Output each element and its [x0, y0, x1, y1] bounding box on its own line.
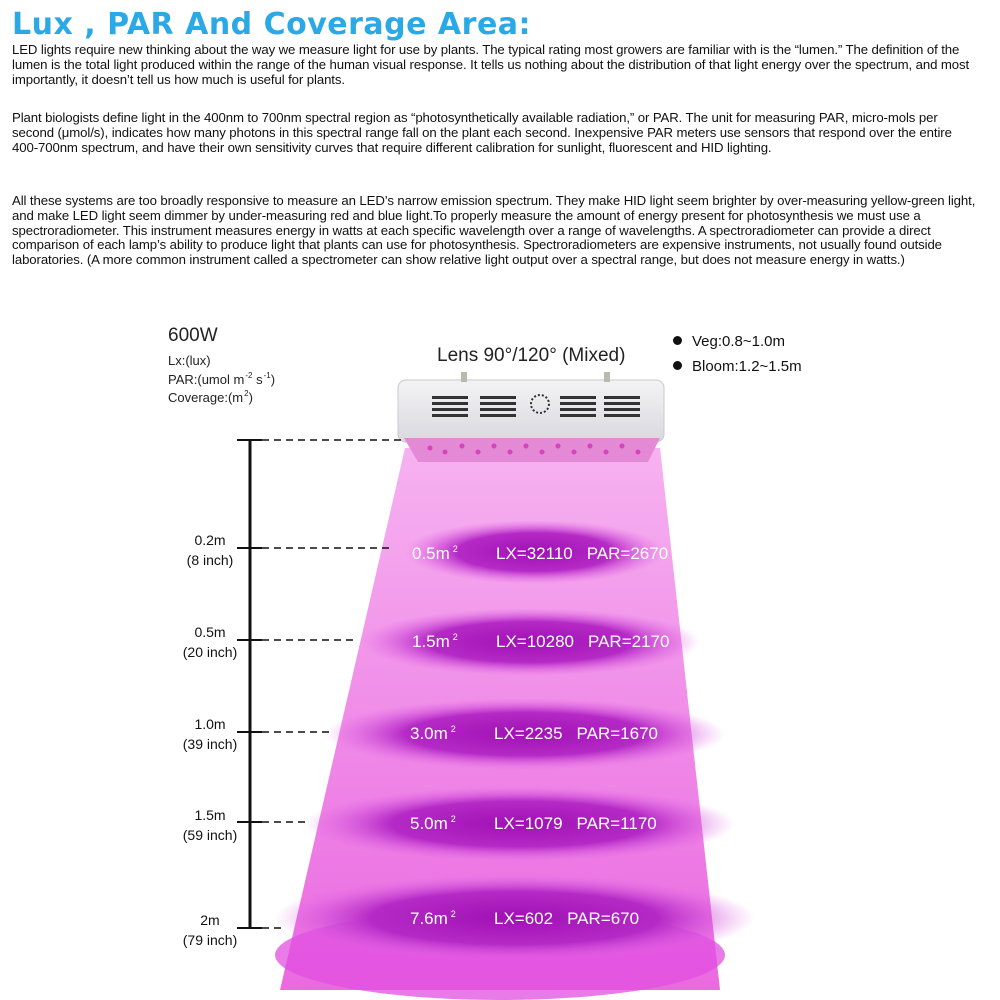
- coverage-area: 5.0m: [410, 814, 448, 833]
- area-exp: 2: [452, 632, 458, 642]
- page-title: Lux , PAR And Coverage Area:: [12, 7, 532, 42]
- ring-label-2: [412, 632, 669, 652]
- legend-par-exp2: -1: [263, 371, 271, 380]
- coverage-area: 0.5m: [412, 544, 450, 563]
- distance-meters: 2m: [200, 912, 220, 928]
- distance-label-3: [165, 714, 255, 754]
- legend-par-exp1: -2: [245, 371, 253, 380]
- par-value: PAR=2670: [586, 544, 669, 563]
- bullet-bloom-text: Bloom:1.2~1.5m: [692, 358, 802, 375]
- par-value: PAR=1170: [576, 814, 657, 833]
- distance-inches: (20 inch): [182, 644, 238, 660]
- area-exp: 2: [450, 814, 456, 824]
- distance-label-1: [165, 530, 255, 570]
- ring-label-1: [412, 544, 668, 564]
- distance-inches: (79 inch): [182, 932, 238, 948]
- lux-value: LX=10280: [496, 632, 574, 651]
- paragraph-par: Plant biologists define light in the 400nm to 700nm spectral region as “photosynthetically available radiation,” or PAR. The unit for measuring PAR, micro-mols per second (μmol/s), indicates how many photons in this spectral range fall on the plant each second. Inexpensive PAR meters use sensors that respond over the entire 400-700nm spectrum, and have their own sensitivity curves that require different calibration for sunlight, fluorescent and HID lighting.: [12, 110, 952, 155]
- lux-value: LX=2235: [494, 724, 563, 743]
- lux-value: LX=602: [494, 909, 554, 928]
- legend-par-unit: s: [252, 372, 263, 387]
- led-grow-light-icon: [398, 372, 664, 462]
- distance-inches: (8 inch): [186, 552, 234, 568]
- area-exp: 2: [452, 544, 458, 554]
- growth-stage-list: [673, 333, 802, 383]
- height-scale: [237, 440, 262, 928]
- ring-label-5: [410, 909, 639, 929]
- bullet-bloom: [673, 358, 802, 383]
- coverage-area: 1.5m: [412, 632, 450, 651]
- lux-value: LX=32110: [496, 544, 573, 563]
- coverage-area: 7.6m: [410, 909, 448, 928]
- lux-value: LX=1079: [494, 814, 563, 833]
- distance-inches: (39 inch): [182, 736, 238, 752]
- paragraph-lumen: LED lights require new thinking about the way we measure light for use by plants. The typical rating most growers are familiar with is the “lumen.” The definition of the lumen is the total light produced within the range of the human visual response. It tells us nothing about the distribution of that light energy over the spectrum, and most importantly, it doesn’t tell us how much is useful for plants.: [12, 42, 970, 87]
- legend-par-close: ): [270, 372, 276, 387]
- bullet-dot-icon: [673, 336, 682, 345]
- lens-label: Lens 90°/120° (Mixed): [437, 345, 626, 366]
- legend-par-text: PAR:(umol m: [168, 372, 245, 387]
- wattage-label: 600W: [168, 325, 218, 346]
- legend-lux: Lx:(lux): [168, 353, 211, 368]
- par-value: PAR=2170: [588, 632, 670, 651]
- bullet-veg-text: Veg:0.8~1.0m: [692, 333, 785, 350]
- par-value: PAR=1670: [576, 724, 658, 743]
- distance-label-4: [165, 805, 255, 845]
- distance-inches: (59 inch): [182, 827, 238, 843]
- distance-meters: 1.0m: [194, 716, 226, 732]
- area-exp: 2: [450, 909, 456, 919]
- distance-meters: 0.5m: [194, 624, 226, 640]
- legend-par: [168, 371, 275, 387]
- coverage-area: 3.0m: [410, 724, 448, 743]
- legend-coverage: [168, 389, 253, 405]
- legend-coverage-exp: 2: [244, 389, 249, 398]
- area-exp: 2: [450, 724, 456, 734]
- bullet-veg: [673, 333, 802, 358]
- bullet-dot-icon: [673, 361, 682, 370]
- ring-label-4: [410, 814, 657, 834]
- legend-coverage-text: Coverage:(m: [168, 390, 244, 405]
- ring-label-3: [410, 724, 658, 744]
- distance-label-2: [165, 622, 255, 662]
- legend-coverage-close: ): [248, 390, 253, 405]
- distance-label-5: [165, 910, 255, 950]
- par-value: PAR=670: [567, 909, 640, 928]
- paragraph-spectroradiometer: All these systems are too broadly responsive to measure an LED’s narrow emission spectrum. They make HID light seem brighter by over-measuring yellow-green light, and make LED light seem dimmer by under-measuring red and blue light.To properly measure the amount of energy present for photosynthesis we must use a spectroradiometer. This instrument measures energy in watts at each specific wavelength over a range of wavelengths. A spectroradiometer can provide a direct comparison of each lamp’s ability to produce light that plants can use for photosynthesis. Spectroradiometers are expensive instruments, not usually found outside laboratories. (A more common instrument called a spectrometer can show relative light output over a spectral range, but does not measure energy in watts.): [12, 193, 976, 268]
- distance-meters: 0.2m: [194, 532, 226, 548]
- distance-meters: 1.5m: [194, 807, 226, 823]
